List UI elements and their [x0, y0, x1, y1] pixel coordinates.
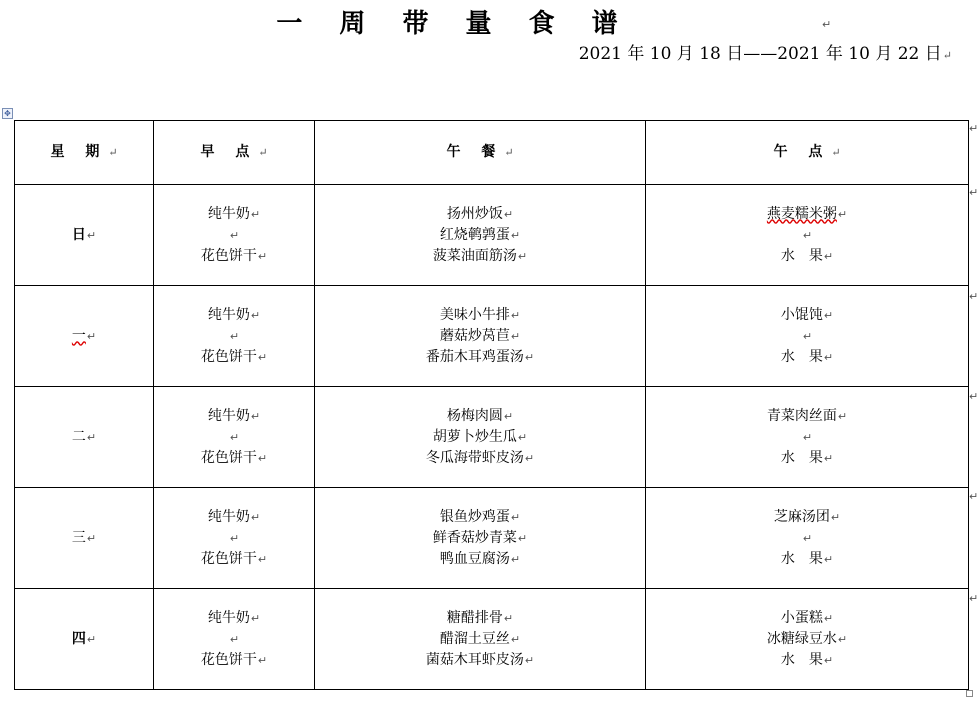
table-row — [15, 286, 969, 387]
header-breakfast: 早 点↵ — [154, 121, 315, 185]
snack-cell: 小蛋糕↵ 冰糖绿豆水↵ 水 果↵ — [646, 589, 969, 690]
page-title: 一 周 带 量 食 谱 — [276, 9, 632, 39]
weekly-menu-table — [14, 120, 969, 690]
table-resize-handle[interactable] — [966, 690, 973, 697]
table-row — [15, 387, 969, 488]
paragraph-mark: ↵ — [942, 49, 952, 62]
table-header-row — [15, 121, 969, 185]
breakfast-cell: 纯牛奶↵ ↵ 花色饼干↵ — [154, 488, 315, 589]
row-end-mark: ↵ — [969, 290, 979, 303]
lunch-cell: 糖醋排骨↵ 醋溜土豆丝↵ 菌菇木耳虾皮汤↵ — [315, 589, 646, 690]
row-end-mark: ↵ — [969, 390, 979, 403]
day-cell: 三↵ — [15, 488, 154, 589]
lunch-cell: 扬州炒饭↵ 红烧鹌鹑蛋↵ 菠菜油面筋汤↵ — [315, 185, 646, 286]
table-move-handle-icon[interactable]: ✥ — [2, 108, 13, 119]
table-row — [15, 488, 969, 589]
row-end-mark: ↵ — [969, 490, 979, 503]
snack-cell: 芝麻汤团↵ ↵ 水 果↵ — [646, 488, 969, 589]
breakfast-cell: 纯牛奶↵ ↵ 花色饼干↵ — [154, 589, 315, 690]
snack-cell: 燕麦糯米粥↵ ↵ 水 果↵ — [646, 185, 969, 286]
paragraph-mark: ↵ — [822, 18, 832, 31]
date-range: 2021 年 10 月 18 日——2021 年 10 月 22 日↵ — [578, 44, 952, 64]
table-row — [15, 589, 969, 690]
day-cell: 一↵ — [15, 286, 154, 387]
day-cell: 日↵ — [15, 185, 154, 286]
row-end-mark: ↵ — [969, 592, 979, 605]
breakfast-cell: 纯牛奶↵ ↵ 花色饼干↵ — [154, 387, 315, 488]
lunch-cell: 杨梅肉圆↵ 胡萝卜炒生瓜↵ 冬瓜海带虾皮汤↵ — [315, 387, 646, 488]
lunch-cell: 美味小牛排↵ 蘑菇炒莴苣↵ 番茄木耳鸡蛋汤↵ — [315, 286, 646, 387]
snack-cell: 小馄饨↵ ↵ 水 果↵ — [646, 286, 969, 387]
row-end-mark: ↵ — [969, 186, 979, 199]
header-snack: 午 点↵ — [646, 121, 969, 185]
lunch-cell: 银鱼炒鸡蛋↵ 鲜香菇炒青菜↵ 鸭血豆腐汤↵ — [315, 488, 646, 589]
header-lunch: 午 餐↵ — [315, 121, 646, 185]
breakfast-cell: 纯牛奶↵ ↵ 花色饼干↵ — [154, 286, 315, 387]
row-end-mark: ↵ — [969, 122, 979, 135]
snack-cell: 青菜肉丝面↵ ↵ 水 果↵ — [646, 387, 969, 488]
breakfast-cell: 纯牛奶↵ ↵ 花色饼干↵ — [154, 185, 315, 286]
day-cell: 二↵ — [15, 387, 154, 488]
day-cell: 四↵ — [15, 589, 154, 690]
header-day: 星 期↵ — [15, 121, 154, 185]
table-row — [15, 185, 969, 286]
